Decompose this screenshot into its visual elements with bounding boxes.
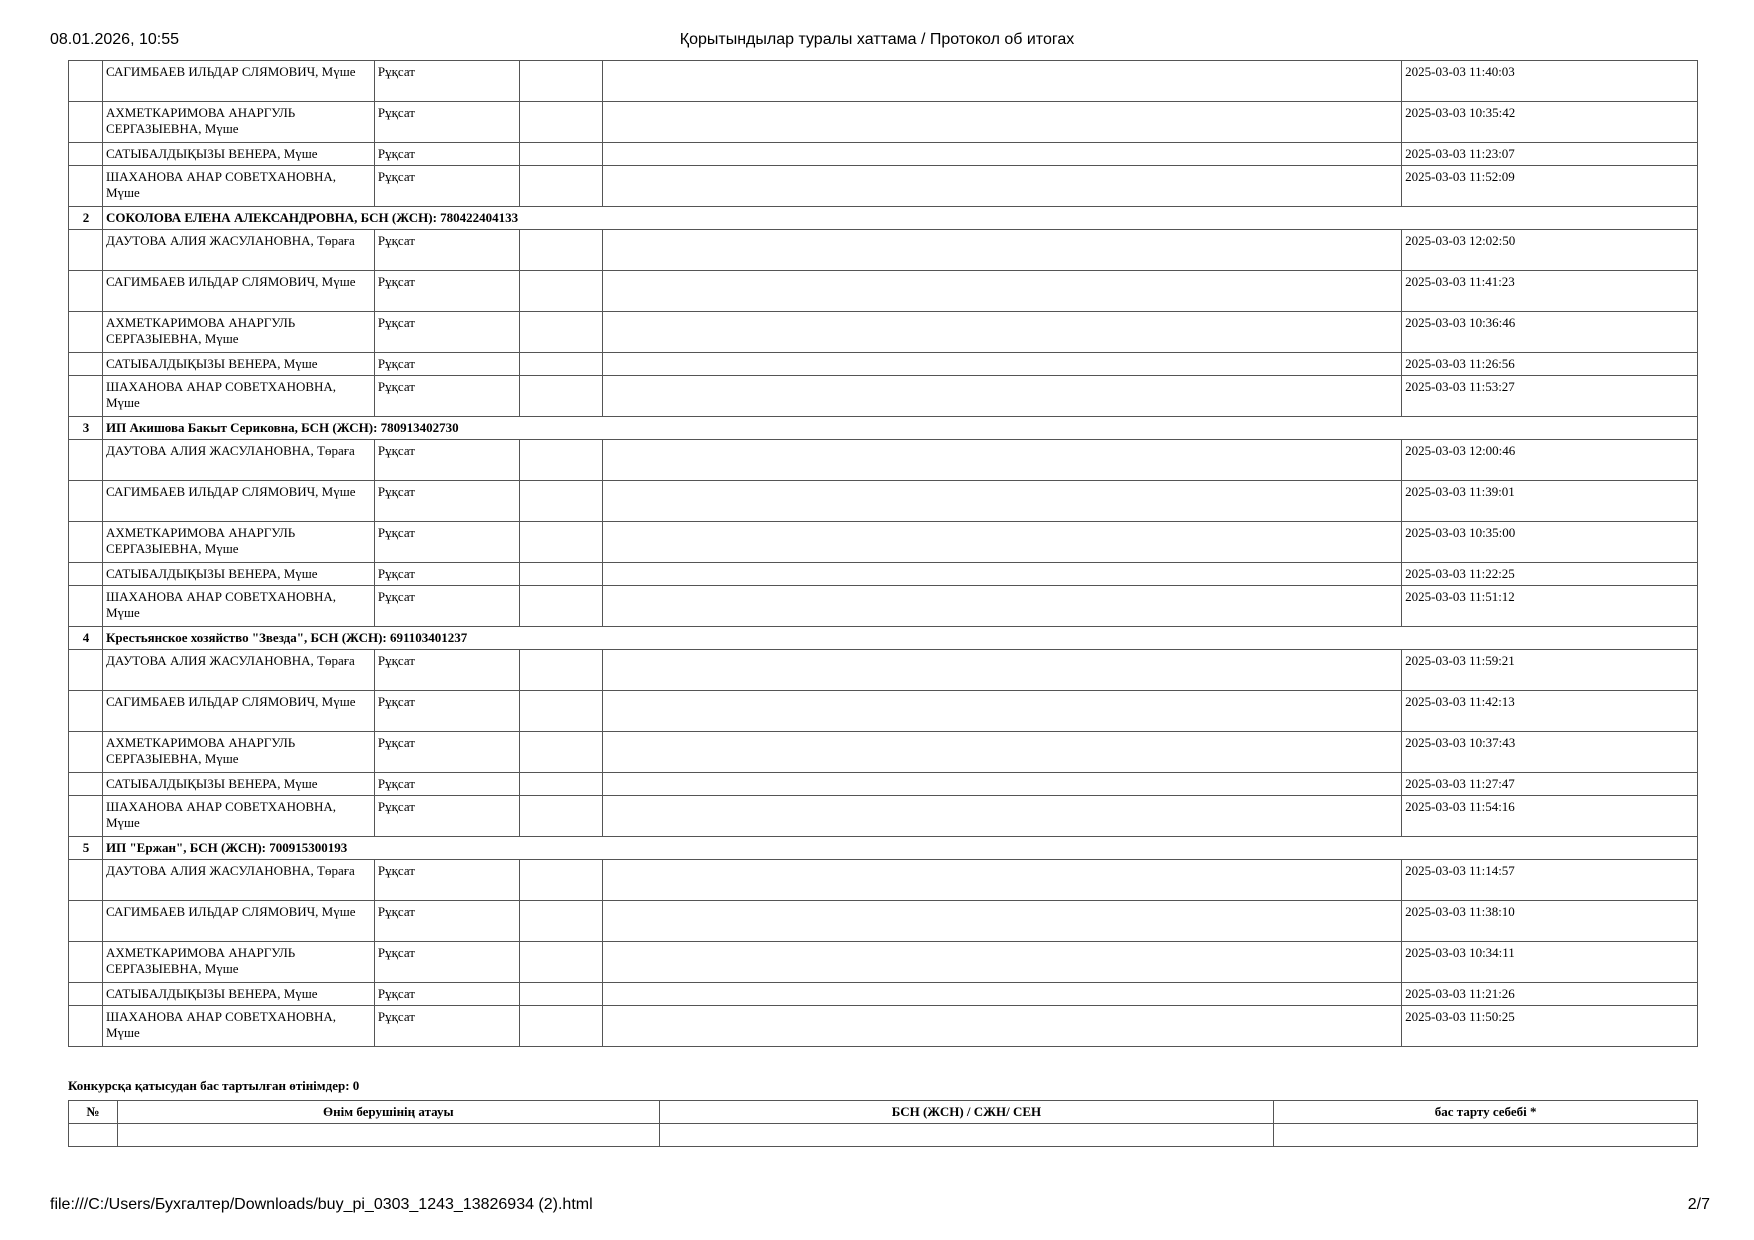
decision-time: 2025-03-03 10:36:46	[1402, 312, 1698, 353]
member-row	[69, 61, 1698, 102]
page-title: Қорытындылар туралы хаттама / Протокол об итогах	[679, 31, 1075, 48]
row-number-cell	[69, 312, 103, 353]
empty-cell	[519, 586, 602, 627]
member-name: ШАХАНОВА АНАР СОВЕТХАНОВНА, Мүше	[102, 1006, 374, 1047]
comment-cell	[602, 312, 1401, 353]
row-number-cell	[69, 166, 103, 207]
member-decision: Рұқсат	[374, 230, 519, 271]
comment-cell	[602, 732, 1401, 773]
member-name: ШАХАНОВА АНАР СОВЕТХАНОВНА, Мүше	[102, 586, 374, 627]
member-name: ДАУТОВА АЛИЯ ЖАСУЛАНОВНА, Төраға	[102, 230, 374, 271]
supplier-number: 4	[69, 627, 103, 650]
row-number-cell	[69, 860, 103, 901]
empty-cell	[519, 983, 602, 1006]
member-decision: Рұқсат	[374, 1006, 519, 1047]
member-decision: Рұқсат	[374, 983, 519, 1006]
empty-cell	[519, 271, 602, 312]
member-row	[69, 440, 1698, 481]
row-number-cell	[69, 61, 103, 102]
supplier-title: ИП "Ержан", БСН (ЖСН): 700915300193	[102, 837, 1697, 860]
decision-time: 2025-03-03 11:39:01	[1402, 481, 1698, 522]
comment-cell	[602, 901, 1401, 942]
row-number-cell	[69, 773, 103, 796]
supplier-row	[69, 837, 1698, 860]
decision-time: 2025-03-03 11:21:26	[1402, 983, 1698, 1006]
row-number-cell	[69, 901, 103, 942]
member-name: САТЫБАЛДЫҚЫЗЫ ВЕНЕРА, Мүше	[102, 773, 374, 796]
decision-time: 2025-03-03 11:54:16	[1402, 796, 1698, 837]
comment-cell	[602, 353, 1401, 376]
member-name: САГИМБАЕВ ИЛЬДАР СЛЯМОВИЧ, Мүше	[102, 61, 374, 102]
empty-cell	[519, 901, 602, 942]
decision-time: 2025-03-03 11:14:57	[1402, 860, 1698, 901]
member-row	[69, 376, 1698, 417]
rejected-col-number: №	[69, 1101, 118, 1124]
empty-cell	[519, 61, 602, 102]
member-row	[69, 942, 1698, 983]
member-decision: Рұқсат	[374, 102, 519, 143]
member-row	[69, 796, 1698, 837]
member-decision: Рұқсат	[374, 376, 519, 417]
member-decision: Рұқсат	[374, 860, 519, 901]
row-number-cell	[69, 522, 103, 563]
row-number-cell	[69, 650, 103, 691]
member-decision: Рұқсат	[374, 650, 519, 691]
decision-time: 2025-03-03 11:59:21	[1402, 650, 1698, 691]
member-decision: Рұқсат	[374, 691, 519, 732]
member-row	[69, 901, 1698, 942]
member-row	[69, 230, 1698, 271]
decision-time: 2025-03-03 11:52:09	[1402, 166, 1698, 207]
member-decision: Рұқсат	[374, 796, 519, 837]
empty-cell	[519, 691, 602, 732]
member-name: АХМЕТКАРИМОВА АНАРГУЛЬ СЕРГАЗЫЕВНА, Мүше	[102, 732, 374, 773]
comment-cell	[602, 1006, 1401, 1047]
decision-time: 2025-03-03 11:26:56	[1402, 353, 1698, 376]
page-number: 2/7	[1687, 1196, 1710, 1213]
rejected-col-bin: БСН (ЖСН) / СЖН/ СЕН	[659, 1101, 1274, 1124]
supplier-title: СОКОЛОВА ЕЛЕНА АЛЕКСАНДРОВНА, БСН (ЖСН): 780422404133	[102, 207, 1697, 230]
row-number-cell	[69, 586, 103, 627]
member-row	[69, 312, 1698, 353]
decision-time: 2025-03-03 10:35:42	[1402, 102, 1698, 143]
member-decision: Рұқсат	[374, 773, 519, 796]
empty-cell	[519, 353, 602, 376]
comment-cell	[602, 796, 1401, 837]
comment-cell	[602, 983, 1401, 1006]
empty-cell	[519, 230, 602, 271]
rejected-col-reason: бас тарту себебі *	[1274, 1101, 1698, 1124]
member-name: САТЫБАЛДЫҚЫЗЫ ВЕНЕРА, Мүше	[102, 353, 374, 376]
decision-time: 2025-03-03 12:00:46	[1402, 440, 1698, 481]
supplier-row	[69, 627, 1698, 650]
rejected-applications-title: Конкурсқа қатысудан бас тартылған өтінімдер: 0	[68, 1078, 360, 1093]
supplier-number: 5	[69, 837, 103, 860]
member-decision: Рұқсат	[374, 732, 519, 773]
empty-cell	[519, 732, 602, 773]
empty-cell	[519, 440, 602, 481]
member-row	[69, 271, 1698, 312]
comment-cell	[602, 102, 1401, 143]
supplier-row	[69, 417, 1698, 440]
rejected-applications-table	[68, 1100, 1698, 1147]
member-name: САТЫБАЛДЫҚЫЗЫ ВЕНЕРА, Мүше	[102, 143, 374, 166]
member-decision: Рұқсат	[374, 166, 519, 207]
member-decision: Рұқсат	[374, 440, 519, 481]
comment-cell	[602, 376, 1401, 417]
supplier-number: 2	[69, 207, 103, 230]
member-name: АХМЕТКАРИМОВА АНАРГУЛЬ СЕРГАЗЫЕВНА, Мүше	[102, 942, 374, 983]
row-number-cell	[69, 983, 103, 1006]
rejected-cell	[69, 1124, 118, 1147]
member-name: САГИМБАЕВ ИЛЬДАР СЛЯМОВИЧ, Мүше	[102, 271, 374, 312]
member-decision: Рұқсат	[374, 522, 519, 563]
member-decision: Рұқсат	[374, 271, 519, 312]
comment-cell	[602, 61, 1401, 102]
member-name: ШАХАНОВА АНАР СОВЕТХАНОВНА, Мүше	[102, 376, 374, 417]
empty-cell	[519, 650, 602, 691]
member-decision: Рұқсат	[374, 481, 519, 522]
member-row	[69, 563, 1698, 586]
member-decision: Рұқсат	[374, 942, 519, 983]
member-row	[69, 353, 1698, 376]
member-name: ДАУТОВА АЛИЯ ЖАСУЛАНОВНА, Төраға	[102, 440, 374, 481]
supplier-row	[69, 207, 1698, 230]
decision-time: 2025-03-03 11:41:23	[1402, 271, 1698, 312]
rejected-col-supplier: Өнім берушінің атауы	[117, 1101, 659, 1124]
comment-cell	[602, 773, 1401, 796]
comment-cell	[602, 166, 1401, 207]
member-decision: Рұқсат	[374, 901, 519, 942]
row-number-cell	[69, 1006, 103, 1047]
decision-time: 2025-03-03 10:37:43	[1402, 732, 1698, 773]
row-number-cell	[69, 732, 103, 773]
row-number-cell	[69, 353, 103, 376]
member-row	[69, 166, 1698, 207]
member-decision: Рұқсат	[374, 312, 519, 353]
member-row	[69, 773, 1698, 796]
member-row	[69, 1006, 1698, 1047]
empty-cell	[519, 860, 602, 901]
empty-cell	[519, 481, 602, 522]
empty-cell	[519, 942, 602, 983]
print-datetime: 08.01.2026, 10:55	[50, 31, 180, 48]
comment-cell	[602, 650, 1401, 691]
decision-time: 2025-03-03 11:23:07	[1402, 143, 1698, 166]
row-number-cell	[69, 796, 103, 837]
empty-cell	[519, 143, 602, 166]
member-name: ШАХАНОВА АНАР СОВЕТХАНОВНА, Мүше	[102, 796, 374, 837]
member-row	[69, 586, 1698, 627]
comment-cell	[602, 440, 1401, 481]
empty-cell	[519, 312, 602, 353]
rejected-cell	[117, 1124, 659, 1147]
rejected-empty-row	[69, 1124, 1698, 1147]
comment-cell	[602, 563, 1401, 586]
member-decision: Рұқсат	[374, 563, 519, 586]
member-name: ДАУТОВА АЛИЯ ЖАСУЛАНОВНА, Төраға	[102, 650, 374, 691]
results-table	[68, 60, 1698, 1047]
comment-cell	[602, 860, 1401, 901]
comment-cell	[602, 481, 1401, 522]
empty-cell	[519, 166, 602, 207]
decision-time: 2025-03-03 10:34:11	[1402, 942, 1698, 983]
member-row	[69, 650, 1698, 691]
row-number-cell	[69, 102, 103, 143]
empty-cell	[519, 1006, 602, 1047]
member-decision: Рұқсат	[374, 143, 519, 166]
decision-time: 2025-03-03 11:42:13	[1402, 691, 1698, 732]
member-row	[69, 860, 1698, 901]
decision-time: 2025-03-03 11:27:47	[1402, 773, 1698, 796]
member-row	[69, 691, 1698, 732]
member-name: САТЫБАЛДЫҚЫЗЫ ВЕНЕРА, Мүше	[102, 983, 374, 1006]
comment-cell	[602, 586, 1401, 627]
decision-time: 2025-03-03 11:53:27	[1402, 376, 1698, 417]
member-decision: Рұқсат	[374, 353, 519, 376]
supplier-title: ИП Акишова Бакыт Сериковна, БСН (ЖСН): 780913402730	[102, 417, 1697, 440]
row-number-cell	[69, 942, 103, 983]
comment-cell	[602, 522, 1401, 563]
empty-cell	[519, 376, 602, 417]
decision-time: 2025-03-03 10:35:00	[1402, 522, 1698, 563]
row-number-cell	[69, 230, 103, 271]
rejected-cell	[1274, 1124, 1698, 1147]
member-name: ДАУТОВА АЛИЯ ЖАСУЛАНОВНА, Төраға	[102, 860, 374, 901]
member-name: АХМЕТКАРИМОВА АНАРГУЛЬ СЕРГАЗЫЕВНА, Мүше	[102, 102, 374, 143]
rejected-cell	[659, 1124, 1274, 1147]
empty-cell	[519, 102, 602, 143]
decision-time: 2025-03-03 11:40:03	[1402, 61, 1698, 102]
comment-cell	[602, 942, 1401, 983]
decision-time: 2025-03-03 11:38:10	[1402, 901, 1698, 942]
row-number-cell	[69, 481, 103, 522]
row-number-cell	[69, 376, 103, 417]
member-name: САГИМБАЕВ ИЛЬДАР СЛЯМОВИЧ, Мүше	[102, 901, 374, 942]
row-number-cell	[69, 440, 103, 481]
comment-cell	[602, 143, 1401, 166]
member-row	[69, 102, 1698, 143]
empty-cell	[519, 773, 602, 796]
member-decision: Рұқсат	[374, 586, 519, 627]
row-number-cell	[69, 563, 103, 586]
member-row	[69, 732, 1698, 773]
member-row	[69, 983, 1698, 1006]
member-name: АХМЕТКАРИМОВА АНАРГУЛЬ СЕРГАЗЫЕВНА, Мүше	[102, 312, 374, 353]
decision-time: 2025-03-03 11:50:25	[1402, 1006, 1698, 1047]
file-path: file:///C:/Users/Бухгалтер/Downloads/buy_pi_0303_1243_13826934 (2).html	[50, 1196, 593, 1213]
comment-cell	[602, 271, 1401, 312]
member-row	[69, 143, 1698, 166]
comment-cell	[602, 230, 1401, 271]
member-name: САГИМБАЕВ ИЛЬДАР СЛЯМОВИЧ, Мүше	[102, 691, 374, 732]
supplier-number: 3	[69, 417, 103, 440]
rejected-header-row	[69, 1101, 1698, 1124]
decision-time: 2025-03-03 11:22:25	[1402, 563, 1698, 586]
empty-cell	[519, 796, 602, 837]
member-name: САГИМБАЕВ ИЛЬДАР СЛЯМОВИЧ, Мүше	[102, 481, 374, 522]
decision-time: 2025-03-03 11:51:12	[1402, 586, 1698, 627]
member-row	[69, 481, 1698, 522]
member-row	[69, 522, 1698, 563]
row-number-cell	[69, 143, 103, 166]
member-name: САТЫБАЛДЫҚЫЗЫ ВЕНЕРА, Мүше	[102, 563, 374, 586]
decision-time: 2025-03-03 12:02:50	[1402, 230, 1698, 271]
member-name: АХМЕТКАРИМОВА АНАРГУЛЬ СЕРГАЗЫЕВНА, Мүше	[102, 522, 374, 563]
empty-cell	[519, 522, 602, 563]
row-number-cell	[69, 271, 103, 312]
comment-cell	[602, 691, 1401, 732]
empty-cell	[519, 563, 602, 586]
member-name: ШАХАНОВА АНАР СОВЕТХАНОВНА, Мүше	[102, 166, 374, 207]
supplier-title: Крестьянское хозяйство "Звезда", БСН (ЖСН): 691103401237	[102, 627, 1697, 650]
row-number-cell	[69, 691, 103, 732]
member-decision: Рұқсат	[374, 61, 519, 102]
